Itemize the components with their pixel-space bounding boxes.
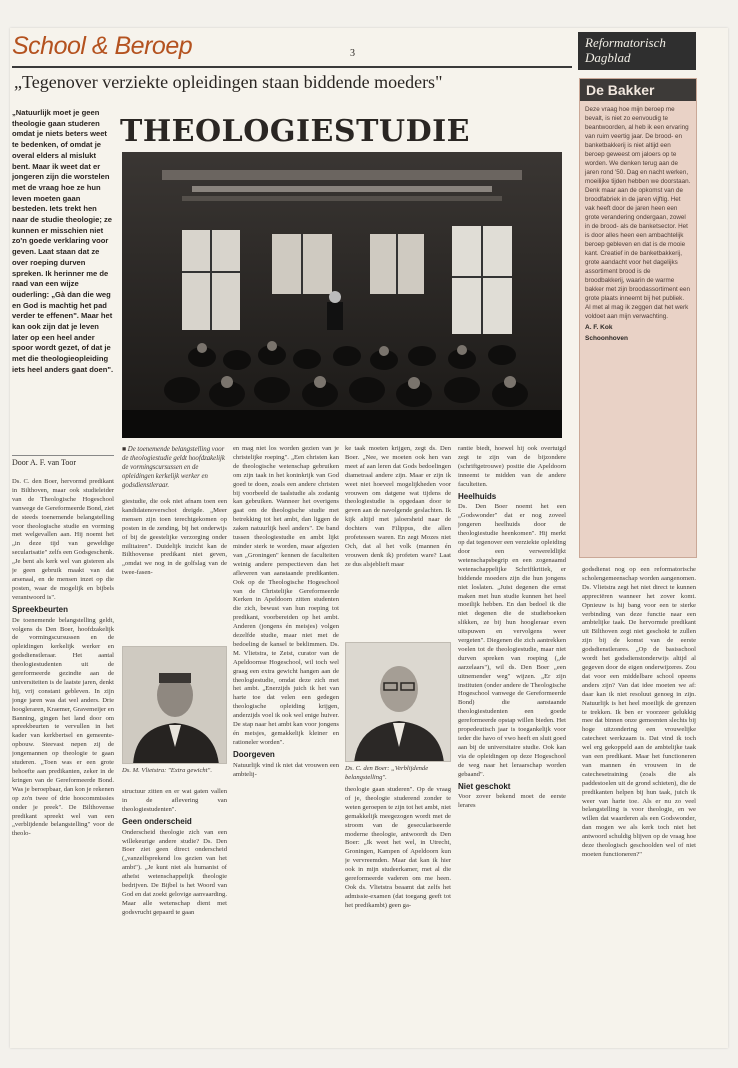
tagline-quote: „Tegenover verziekte opleidingen staan biddende moeders" bbox=[14, 72, 443, 92]
subheading-geen-onderscheid: Geen onderscheid bbox=[122, 816, 192, 826]
paragraph: Ds. C. den Boer, hervormd predikant in Bilthoven, maar ook studieleider van de Theologische Hogeschool vanwege de Gereformeerde Bond, ziet de steeds toenemende belangstelling voor theologische studie en vorming met welgevallen aan. Hij noemt het „in deze tijd van geweldige secularisatie" zelfs een Godsgeschenk. „Je bent als kerk wel van gisteren als je geen gebruik maakt van dat arsenaal, en de mensen inzet op die posten, waar de mogelijk en bijbels verantwoord is". bbox=[12, 478, 114, 601]
portrait-vlietstra bbox=[122, 646, 227, 764]
header-rule bbox=[12, 66, 572, 68]
lecture-hall-illustration bbox=[122, 152, 562, 438]
lecture-hall-photo bbox=[122, 152, 562, 438]
subheading-niet-geschokt: Niet geschokt bbox=[458, 781, 511, 791]
paragraph: rantie biedt, hoewel hij ook overtuigd zegt te zijn van de bijzondere (schriftgetrouwe) positie die Apeldoorn inneemt te midden van de andere faculteiten. bbox=[458, 445, 566, 488]
sidebar-box bbox=[579, 78, 697, 558]
sidebar-signature-name: A. F. Kok bbox=[585, 324, 613, 331]
byline: Door A. F. van Toor bbox=[12, 455, 114, 467]
paragraph: theologie gaan studeren". Op de vraag of je, theologie studerend zonder te weten geroepen te zijn tot het ambt, niet gemakkelijk meegezogen wordt met de stroom van de geseculariseerde moderne theologie, antwoordt ds Den Boer: „Ik weet het wel, in Utrecht, Groningen, Kampen of Apeldoorn kun je vervreemden. Maar dat kan ik hier ook in mijn studeerkamer, met al die gereformeerde vaderen om me heen. Ook ds. Vlietstra beaamt dat zelfs het admissie-examen (dat toegang geeft tot het predikambt) geen ga- bbox=[345, 786, 451, 909]
intro-paragraph: „Natuurlijk moet je geen theologie gaan studeren omdat je niets beters weet te bedenken, of omdat je overal elders al mislukt bent. Maar ik weet dat er jongeren zijn die worstelen met de vraag hoe ze hun leven moeten gaan besteden. Iets trekt hen naar de studie theologie; ze kunnen er misschien niet zo'n goede verklaring voor geven. Laat staan dat ze over roeping durven spreken. Ik herinner me de raad van een wijze ouderling: „Gà dan die weg en God is machtig het pad verder te effenen". Maar het kan ook zijn dat je leven later op een heel ander spoor wordt gezet, of dat je met die theologieopleiding iets heel anders gaat doen". bbox=[12, 108, 114, 374]
sidebar-signature-place: Schoonhoven bbox=[585, 335, 628, 342]
paragraph: giestudie, die ook niet afnam toen een kandidatenoverschot dreigde. „Meer mensen zijn toen terechtgekomen op posten in de zending, bij het onderwijs of bij de geestelijke verzorging onder militairen". Duidelijk inzicht kan de Bilthovense predikant niet geven, „omdat we nog in de golfslag van de twee-fasen- bbox=[122, 498, 227, 577]
paragraph: ke taak moeten krijgen, zegt ds. Den Boer. „Nee, we moeten ook hen van meet af aan leren dat Gods bedoelingen diametraal andere zijn. Maar er zijn ik weet niet hoeveel mogelijkheden voor vrouwen om datgene wat tijdens de theologiestudie is opgedaan door te geven aan de navolgende geslachten. Ik kijk altijd met jaloersheid naar de dochters van Filippus, die allen profetessen waren. En zegt Mozes niet Och, dat al het volk (mannen én vrouwen denk ik) profeten ware? Laat ze dus alsjeblieft maar bbox=[345, 445, 451, 568]
article-column-3 bbox=[233, 445, 339, 1025]
paragraph: Natuurlijk vind ik niet dat vrouwen een ambtelij- bbox=[233, 761, 339, 778]
article-column-6 bbox=[582, 566, 696, 1026]
portrait-caption-right: Ds. C. den Boer: „Verblijdende belangstelling". bbox=[345, 765, 429, 781]
paragraph: Ds. Den Boer noemt het een „Godswonder" dat er nog zoveel jongeren heelhuids door de theologiestudie heenkomen". Hij merkt op dat tegenover een verziekte opleiding door een verwereldlijkt wetenschapsbegrip en een zogenaamd wetenschappelijke Schriftkritiek, er biddende moeders zijn die hun jongens niet loslaten. „Juist degenen die ernst maken met hun studie kunnen het heel moeilijk hebben. En dan bedoel ik die niet degenen die de studieboeken slikken, ze bij hun hoogleraar even uitspuwen en vervolgens weer vergeten". Diegenen die zich aantrekken voelen tot de theologiestudie, maar niet durven spreken van roeping („de aarzelaars"), wil ds. Den Boer „een uitnemender weg" wijzen. „Er zijn instituten (onder andere de Theologische Hogeschool vanwege de Gereformeerde Bond) die aanstaande theologiestudenten een goede gereformeerde opstap willen bieden. Het propedeutisch jaar is toegankelijk voor ieder die havo of vwo heeft en sluit goed aan bij de universitaire studie. Ook kan via de opleidingen op deze Hogeschool de weg naar het leraarschap worden gebaand". bbox=[458, 503, 566, 778]
paragraph: Onderscheid theologie zich van een willekeurige andere studie? Ds. Den Boer ziet geen direct onderscheid („vanzelfsprekend los gezien van het ambt"). „Je kunt niet als humanist of atheïst wetenschappelijk theologie bedrijven. De Bijbel is het Woord van God en dat zoekt gelovige aanvaarding. Maar alle wetenschap dient met godsvrucht gepaard te gaan bbox=[122, 828, 227, 916]
paragraph: De toenemende belangstelling geldt, volgens ds Den Boer, hoofdzakelijk de vormingscursussen en de opleidingen kerkelijk werker en godsdienstleraar. Het aantal theologiestudenten uit de gereformeerde gezindte aan de universiteiten is de laatste jaren, denkt hij, vrij constant gebleven. In zijn jonge jaren was dat wel anders. Drie hoogleraren, Kraemer, Gravemeijer en Banning, gingen het land door om spreekbeurten te vervullen in het kader van kerkbertsel en gemeente-opbouw. Steevast nepen zij de jongemannen op theologie te gaan studeren. „Toen was er een grote behoefte aan predikanten, zeker in de kringen van de Gereformeerde Bond. Was je beroepbaar, dan kon je rekenen op zo'n twee of drie hoocommissies onder je preek". De Bilthovense predikant spreekt wel van een „verblijdende belangstelling" voor de theolo- bbox=[12, 616, 114, 838]
subheading-spreekbeurten: Spreekbeurten bbox=[12, 604, 69, 614]
article-column-4-top bbox=[345, 445, 451, 635]
portrait-caption-left: Ds. M. Vlietstra: "Extra gewicht". bbox=[122, 767, 212, 774]
article-column-5 bbox=[458, 445, 566, 1025]
section-title: School & Beroep bbox=[12, 32, 193, 60]
article-column-4-bottom bbox=[345, 786, 451, 1026]
page-number: 3 bbox=[350, 48, 355, 59]
article-column-2-top bbox=[122, 498, 227, 638]
subheading-heelhuids: Heelhuids bbox=[458, 491, 497, 501]
subheading-doorgeven: Doorgeven bbox=[233, 749, 275, 759]
portrait-den-boer bbox=[345, 642, 451, 762]
paragraph: en mag niet los worden gezien van je christelijke roeping". „Een christen kan de theologische wetenschap gebruiken om zijn taak in het koninkrijk van God goed te doen, zoals een andere christen bij voorbeeld de taalstudie als zodanig kan gebruiken. Wanneer het overigens gaat om de theologische studie met betrekking tot het ambt, dan liggen de zaken natuurlijk heel anders". De band tussen theologiestudie en ambt lijkt minder sterk te worden, maar afgezien van „Groningen" kennen de faculteiten weinig andere perspectieven dan het afleveren van aanstaande predikanten. Ook op de Theologische Hogeschool van de Christelijke Gereformeerde Kerken in Apeldoorn zitten studenten die zich, bewust van hun roeping tot predikant, voorbereiden op het ambt. Anderen (jongens én meisjes) volgen dezelfde studie, maar niet met de bedoeling de kansel te beklimmen. Ds. M. Vlietstra, te Zeist, curator van de Apeldoornse Hogeschool, wil toch wel graag een extra gewicht hangen aan de theologiestudie, omdat deze zich met het ambt. „Enerzijds juich ik het van harte toe dat velen een gedegen theologische opleiding krijgen, anderzijds voel ik ook wel enige huiver. De stap naar het ambt kan voor jongens én meisjes, gemakkelijk kleiner en rationeler worden". bbox=[233, 445, 339, 746]
newspaper-logo bbox=[578, 32, 696, 70]
logo-line-1: Reformatorisch bbox=[585, 35, 666, 50]
paragraph: Voor zover bekend moet de eerste lerares bbox=[458, 793, 566, 810]
photo-caption: ■ De toenemende belangstelling voor de theologiestudie geldt hoofdzakelijk de vormingscursussen en de opleidingen kerkelijk werker en godsdienstleraar. bbox=[122, 446, 225, 489]
sidebar-text: Deze vraag hoe mijn beroep me bevalt, is niet zo eenvoudig te beantwoorden, al heb ik een ervaring van ruim veertig jaar. De brood- en banketbakkerij is niet altijd een beroep geweest om jaloers op te worden. We denken terug aan de jaren rond '50. Dag en nacht werken, moeilijke tijden hebben we doorstaan. Denk maar aan de opkomst van de broodfabriek in de jaren vijftig. Het vak heeft door de jaren heen een grote verandering ondergaan, zowel in de brood- als de banketsector. Het is door alles heen een ambachtelijk beroep gebleven en dat is de mooie kant. Creatief in de banketbakkerij, grote aandacht voor het dagelijks assortiment brood is de broodbakkerij, waarin de warme bakker met zijn broodassortiment een grote plaats inneemt bij het publiek. Al met al mag ik zeggen dat het werk voldoet aan mijn verwachting. bbox=[585, 106, 691, 320]
portrait-illustration bbox=[346, 643, 451, 762]
logo-line-2: Dagblad bbox=[585, 50, 631, 65]
article-column-1 bbox=[12, 478, 114, 1023]
article-column-2-bottom bbox=[122, 788, 227, 1028]
portrait-illustration bbox=[123, 647, 227, 764]
paragraph: godsdienst nog op een reformatorische scholengemeenschap worden aangenomen. Ds. Vlietstra zegt het niet direct te kunnen appreciëren wanneer het zover komt. Opnieuw is hij bang voor een te sterke verbinding van deze functie naar een ambtelijke taak. De hervormde predikant uit Bilthoven zegt niet geschokt te zullen zijn bij de komst van de eerste godsdienstlerares. „Op de basisschool wordt het godsdienstonderwijs altijd al gegeven door de eigen onderwijzeres. Zou dat voor een middelbare school opeens anders zijn? Van dat idee moeten we af: daar kan ik niet resoluut genoeg in zijn. Natuurlijk is het heel moeilijk de grenzen te trekken. Ik ben er voorzeer gelukkig mee dat binnen onze gemeenten slechts bij hoge uitzondering een vrouwelijke catecheet werkzaam is. Dat vind ik toch wel erg gekoppeld aan de ambtelijke taak van een predikant. Maar het functioneren van mannen én vrouwen in de catechesetraining (zoals die als paddestoelen uit de grond schieten), die de predikanten helpen bij hun taak, juich ik weer van harte toe. Als er nu zo veel belangstelling is voor theologie, en we willen dat waarderen als een Godswonder, dan mogen we als kerk toch niet het antwoord schuldig blijven op de vraag hoe deze theologisch geschoolden wel of niet moeten functioneren?" bbox=[582, 566, 696, 858]
paragraph: structuur zitten en er wat gaten vallen in de aflevering van theologiestudenten". bbox=[122, 788, 227, 813]
sidebar-title: De Bakker bbox=[580, 79, 696, 101]
article-headline: THEOLOGIESTUDIE bbox=[120, 114, 470, 149]
